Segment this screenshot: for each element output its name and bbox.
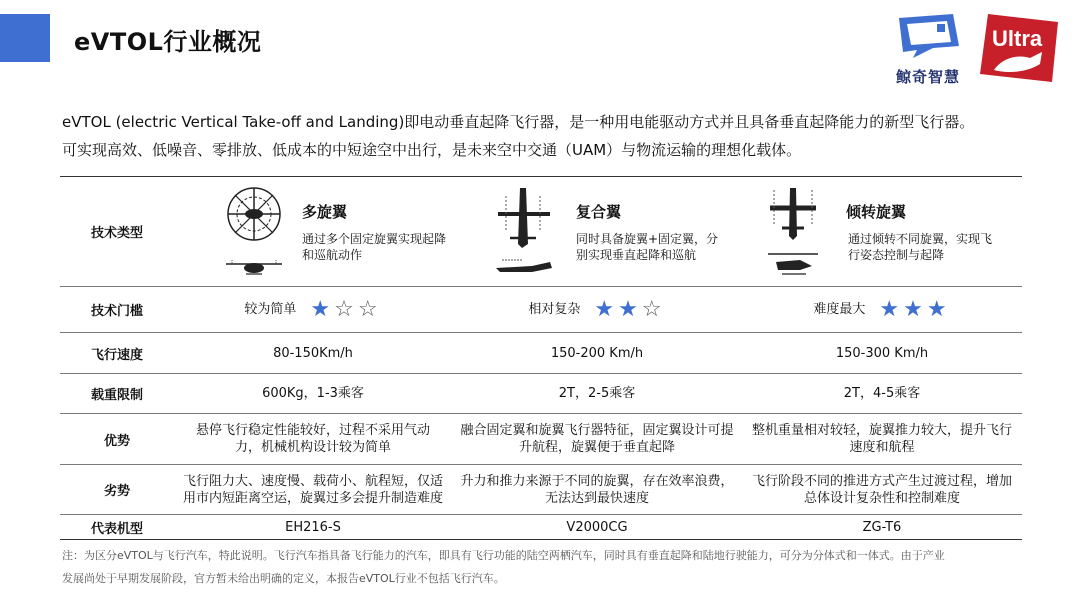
star-filled-icon: ★ xyxy=(594,296,615,322)
type-cell-tilt-rotor xyxy=(742,176,1022,286)
model-multirotor: EH216-S xyxy=(285,519,341,535)
model-tilt-rotor: ZG-T6 xyxy=(862,519,902,535)
model-compound-wing: V2000CG xyxy=(566,519,628,535)
type-desc-tilt-rotor: 通过倾转不同旋翼，实现飞行姿态控制与起降 xyxy=(848,232,993,262)
corner-accent-block xyxy=(0,14,50,62)
multirotor-icon xyxy=(224,184,284,280)
threshold-label-tilt-rotor: 难度最大 xyxy=(813,302,866,317)
threshold-label-compound-wing: 相对复杂 xyxy=(528,302,581,317)
intro-paragraph xyxy=(62,108,1042,164)
footnote-line-1: 注：为区分eVTOL与飞行汽车，特此说明。飞行汽车指具备飞行能力的汽车，即具有飞行功能的陆空两栖汽车，同时具有垂直起降和陆地行驶能力，可分为分体式和一体式。由于产业 xyxy=(62,549,945,562)
speed-multirotor: 80-150Km/h xyxy=(273,345,353,361)
star-filled-icon: ★ xyxy=(618,296,638,322)
footnote xyxy=(62,544,1022,590)
type-cell-compound-wing xyxy=(452,176,742,286)
threshold-label-multirotor: 较为简单 xyxy=(244,302,297,317)
table-row-speed xyxy=(60,333,1022,373)
threshold-cell-multirotor xyxy=(174,287,452,332)
ultra-logo xyxy=(978,12,1060,86)
star-rating xyxy=(879,296,950,322)
speed-tilt-rotor: 150-300 Km/h xyxy=(835,345,929,361)
table-row-type xyxy=(60,176,1022,286)
disadvantage-tilt-rotor: 飞行阶段不同的推进方式产生过渡过程，增加总体设计复杂性和控制难度 xyxy=(751,473,1012,506)
star-rating xyxy=(310,296,381,322)
row-header-payload: 载重限制 xyxy=(90,388,143,403)
threshold-cell-tilt-rotor xyxy=(742,287,1022,332)
table-row-advantage xyxy=(60,414,1022,464)
row-header-advantage: 优势 xyxy=(103,433,130,449)
payload-compound-wing: 2T，2-5乘客 xyxy=(558,386,636,401)
row-header-disadvantage: 劣势 xyxy=(103,484,130,499)
disadvantage-compound-wing: 升力和推力来源于不同的旋翼，存在效率浪费，无法达到最快速度 xyxy=(460,473,734,506)
advantage-tilt-rotor: 整机重量相对较轻，旋翼推力较大，提升飞行速度和航程 xyxy=(751,423,1012,455)
table-row-model xyxy=(60,515,1022,539)
row-header-threshold: 技术门槛 xyxy=(90,304,143,319)
star-filled-icon: ★ xyxy=(903,296,923,322)
star-filled-icon: ★ xyxy=(310,296,331,322)
row-header-model: 代表机型 xyxy=(90,521,143,537)
star-empty-icon: ☆ xyxy=(357,296,378,322)
jingqi-logo xyxy=(887,10,969,88)
type-desc-multirotor: 通过多个固定旋翼实现起降和巡航动作 xyxy=(302,232,447,262)
compound-wing-icon xyxy=(492,182,556,280)
speed-compound-wing: 150-200 Km/h xyxy=(550,345,644,361)
type-name-compound-wing: 复合翼 xyxy=(576,203,622,221)
footnote-line-2: 发展尚处于早期发展阶段，官方暂未给出明确的定义，本报告eVTOL行业不包括飞行汽车。 xyxy=(62,572,505,585)
type-desc-compound-wing: 同时具备旋翼+固定翼，分别实现垂直起降和巡航 xyxy=(576,232,719,262)
table-row-payload xyxy=(60,374,1022,413)
table-bottom-border xyxy=(60,539,1022,540)
payload-multirotor: 600Kg，1-3乘客 xyxy=(262,386,364,401)
jingqi-logo-name: 鲸奇智慧 xyxy=(895,68,960,86)
table-row-threshold xyxy=(60,287,1022,332)
advantage-multirotor: 悬停飞行稳定性能较好，过程不采用气动力，机械机构设计较为简单 xyxy=(195,423,430,455)
payload-tilt-rotor: 2T，4-5乘客 xyxy=(843,386,921,401)
star-filled-icon: ★ xyxy=(926,296,947,322)
page-title: eVTOL行业概况 xyxy=(74,28,262,56)
jingqi-logo-mark-icon xyxy=(893,12,963,62)
star-filled-icon: ★ xyxy=(879,296,900,322)
type-name-multirotor: 多旋翼 xyxy=(302,203,348,221)
disadvantage-multirotor: 飞行阻力大、速度慢、载荷小、航程短，仅适用市内短距离空运，旋翼过多会提升制造难度 xyxy=(182,473,443,506)
type-name-tilt-rotor: 倾转旋翼 xyxy=(846,203,907,221)
advantage-compound-wing: 融合固定翼和旋翼飞行器特征，固定翼设计可提升航程，旋翼便于垂直起降 xyxy=(460,423,734,455)
star-empty-icon: ☆ xyxy=(334,296,354,322)
row-header-speed: 飞行速度 xyxy=(90,347,143,363)
tilt-rotor-icon xyxy=(766,182,822,280)
intro-line-2: 可实现高效、低噪音、零排放、低成本的中短途空中出行，是未来空中交通（UAM）与物流运输的理想化载体。 xyxy=(62,141,802,159)
star-rating xyxy=(594,296,665,322)
table-row-disadvantage xyxy=(60,465,1022,514)
threshold-cell-compound-wing xyxy=(452,287,742,332)
type-cell-multirotor xyxy=(174,176,452,286)
row-header-type: 技术类型 xyxy=(90,225,143,241)
intro-line-1: eVTOL (electric Vertical Take-off and Landing)即电动垂直起降飞行器，是一种用电能驱动方式并且具备垂直起降能力的新型飞行器。 xyxy=(62,113,975,131)
ultra-logo-text: Ultra xyxy=(992,26,1043,51)
star-empty-icon: ☆ xyxy=(641,296,662,322)
